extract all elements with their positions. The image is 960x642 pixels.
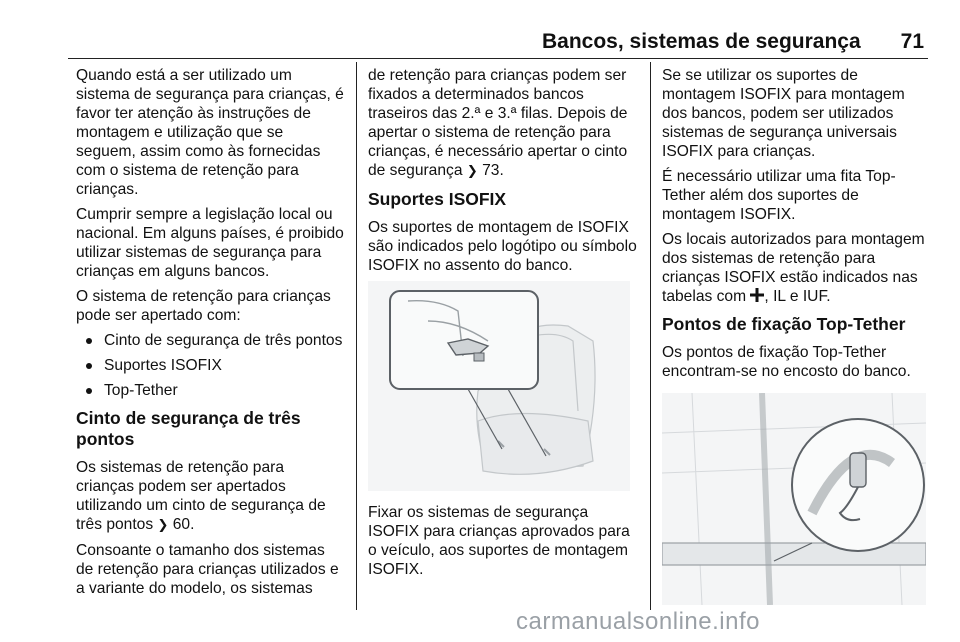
list-item: Cinto de segurança de três pontos: [76, 331, 346, 350]
paragraph: Cumprir sempre a legislação local ou nacional. Em alguns países, é proibido utilizar sistemas de segurança para crianças em alguns bancos.: [76, 206, 344, 280]
section-heading: Cinto de segurança de três pontos: [76, 408, 301, 449]
paragraph: O sistema de retenção para crianças pode ser apertado com:: [76, 288, 331, 324]
paragraph-text: Os sistemas de retenção para crianças podem ser apertados utilizando um cinto de segurança de três pontos: [76, 459, 326, 533]
paragraph-text: , IL e IUF.: [764, 288, 831, 305]
paragraph: Os pontos de fixação Top-Tether encontram-se no encosto do banco.: [662, 344, 911, 380]
paragraph: Se se utilizar os suportes de montagem ISOFIX para montagem dos bancos, podem ser utilizados sistemas de segurança universais ISOFIX para crianças.: [662, 67, 905, 160]
column-divider: [650, 62, 651, 610]
watermark: carmanualsonline.info: [516, 608, 760, 635]
list-item: Suportes ISOFIX: [76, 356, 346, 375]
list-item: Top-Tether: [76, 381, 346, 400]
header-rule: [68, 58, 928, 59]
section-heading: Suportes ISOFIX: [368, 189, 507, 209]
seat-drawing: [368, 281, 630, 491]
paragraph: [368, 66, 638, 181]
paragraph-text: de retenção para crianças podem ser fixados a determinados bancos traseiros das 2.ª e 3.ª filas. Depois de apertar o sistema de retenção para crianças, é necessário apertar o cinto de segurança: [368, 67, 628, 179]
paragraph: É necessário utilizar uma fita Top-Tether além dos suportes de montagem ISOFIX.: [662, 168, 896, 223]
top-tether-illustration: [662, 393, 926, 605]
page-reference[interactable]: 60.: [172, 516, 195, 533]
page-ref-arrow-icon: ❯: [157, 518, 169, 533]
paragraph: [76, 458, 346, 535]
page-header: [60, 24, 924, 60]
paragraph: [662, 230, 934, 306]
plus-icon: [750, 288, 764, 302]
figure-caption: Fixar os sistemas de segurança ISOFIX para crianças aprovados para o veículo, aos suportes de montagem ISOFIX.: [368, 504, 630, 578]
page-ref-arrow-icon: ❯: [466, 164, 478, 179]
column-divider: [356, 62, 357, 610]
page-reference[interactable]: 73.: [482, 162, 504, 179]
section-heading: Pontos de fixação Top-Tether: [662, 314, 906, 334]
page-number: 71: [900, 30, 924, 53]
isofix-seat-illustration: [368, 281, 630, 491]
paragraph: Os suportes de montagem de ISOFIX são indicados pelo logótipo ou símbolo ISOFIX no assento do banco.: [368, 219, 637, 274]
tether-drawing: [662, 393, 926, 605]
column-1: [76, 66, 346, 604]
section-title: Bancos, sistemas de segurança: [541, 30, 861, 53]
column-3: [662, 66, 934, 605]
bullet-list: [76, 331, 346, 400]
paragraph: Quando está a ser utilizado um sistema de segurança para crianças, é favor ter atenção às instruções de montagem e utilização que se seguem, assim como às fornecidas com o sistema de retenção para crianças.: [76, 67, 344, 198]
paragraph: Consoante o tamanho dos sistemas de retenção para crianças utilizados e a variante do modelo, os sistemas: [76, 542, 339, 597]
paragraph-text: Os locais autorizados para montagem dos sistemas de retenção para crianças ISOFIX estão indicados nas tabelas com: [662, 231, 925, 305]
column-2: [368, 66, 638, 585]
